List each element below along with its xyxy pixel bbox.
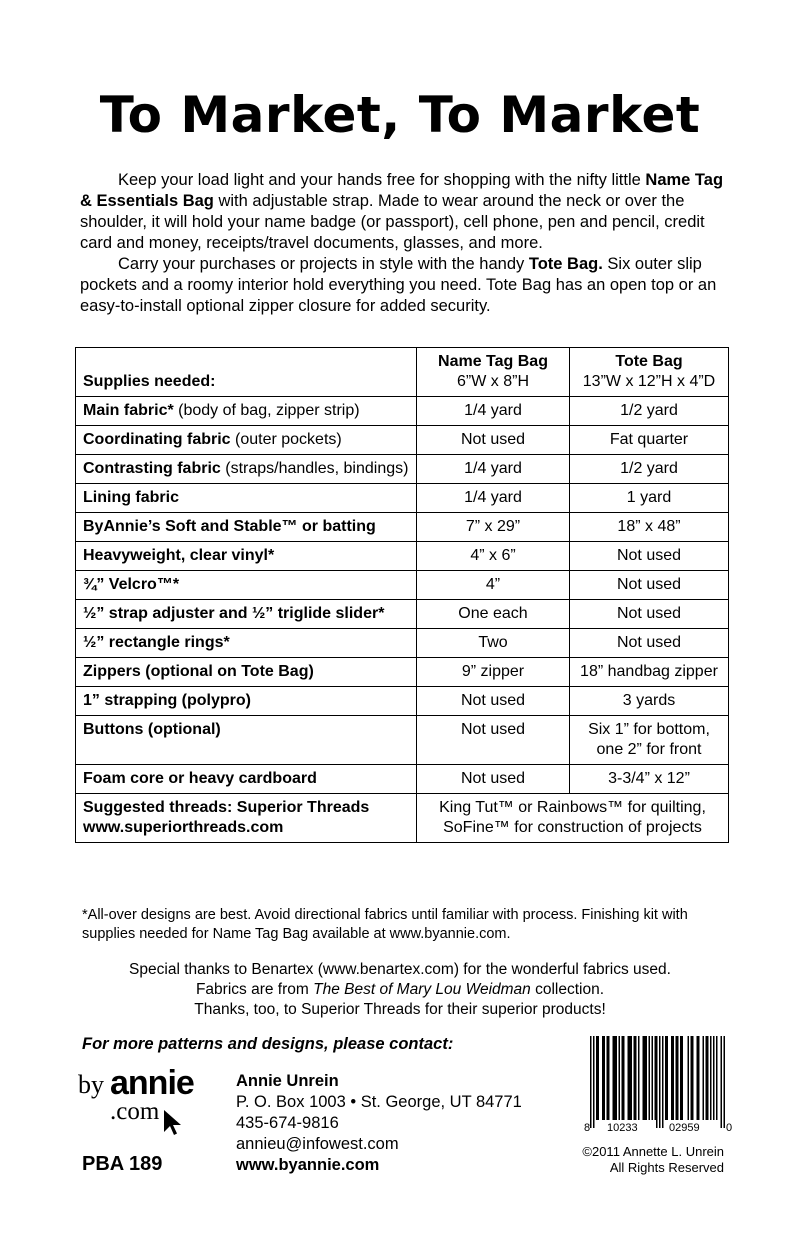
supply-item-name: ½” rectangle rings*: [83, 634, 230, 651]
intro-p2-text: Carry your purchases or projects in style with the handy: [118, 255, 529, 273]
supply-item-name: 1” strapping (polypro): [83, 692, 251, 709]
intro-p1-bold: Name Tag & Essentials Bag: [80, 171, 724, 210]
supplies-needed-label: Supplies needed:: [76, 348, 417, 397]
barcode-bar: [659, 1036, 661, 1128]
name-tag-bag-qty: Not used: [417, 687, 570, 716]
intro-paragraph-1: [80, 170, 730, 254]
barcode-bar: [631, 1036, 633, 1120]
thanks-line-2-b: collection.: [530, 981, 605, 998]
barcode-bar: [680, 1036, 682, 1120]
table-row: [76, 426, 729, 455]
name-tag-bag-qty: Not used: [417, 716, 570, 765]
name-tag-bag-qty: Not used: [417, 426, 570, 455]
contact-phone: 435-674-9816: [236, 1114, 339, 1132]
name-tag-bag-qty: 7” x 29”: [417, 513, 570, 542]
table-row: [76, 658, 729, 687]
tote-bag-qty: 3 yards: [570, 687, 729, 716]
thanks-line-2: [0, 980, 800, 1000]
supply-item-name: Zippers (optional on Tote Bag): [83, 663, 314, 680]
supply-item: [76, 397, 417, 426]
table-row: [76, 484, 729, 513]
supply-item-name: Heavyweight, clear vinyl*: [83, 547, 275, 564]
name-tag-bag-size: 6”W x 8”H: [457, 373, 529, 390]
barcode-bar: [655, 1036, 657, 1120]
thanks-line-2-a: Fabrics are from: [195, 981, 314, 998]
pattern-code: PBA 189: [82, 1153, 163, 1175]
tote-bag-qty-line-1: Six 1” for bottom,: [588, 721, 710, 738]
supply-item-name: Buttons (optional): [83, 721, 221, 738]
intro-p2-bold: Tote Bag.: [528, 255, 603, 273]
barcode-bar: [697, 1036, 699, 1120]
table-row: [76, 687, 729, 716]
supply-item-name: Foam core or heavy cardboard: [83, 770, 317, 787]
barcode-bar: [622, 1036, 624, 1120]
name-tag-bag-qty: 1/4 yard: [417, 455, 570, 484]
barcode-bar: [673, 1036, 675, 1120]
threads-row: [76, 794, 729, 843]
footnote: *All-over designs are best. Avoid directional fabrics until familiar with process. Finishing kit with supplies needed for Name Tag Bag available at www.byannie.com.: [82, 907, 688, 942]
tote-bag-qty: [570, 716, 729, 765]
barcode-bar: [635, 1036, 637, 1120]
barcode-bar: [721, 1036, 723, 1128]
barcode-numbers: [584, 1122, 732, 1136]
tote-bag-qty: 18” handbag zipper: [570, 658, 729, 687]
contact-address: [236, 1071, 522, 1176]
logo-com: .com: [110, 1098, 160, 1125]
thanks-line-2-italic: The Best of Mary Lou Weidman: [313, 981, 531, 998]
name-tag-bag-qty: Not used: [417, 765, 570, 794]
tote-bag-qty: Not used: [570, 542, 729, 571]
threads-value-line-1: King Tut™ or Rainbows™ for quilting,: [439, 799, 706, 816]
barcode-bar: [629, 1036, 631, 1120]
barcode-bar: [646, 1036, 648, 1120]
barcode-number-right: 0: [726, 1122, 733, 1134]
thanks-line-1: Special thanks to Benartex (www.benartex.com) for the wonderful fabrics used.: [129, 961, 671, 978]
name-tag-bag-qty: 4”: [417, 571, 570, 600]
barcode-bar: [710, 1036, 712, 1120]
table-row: [76, 600, 729, 629]
cursor-arrow-icon: [162, 1108, 186, 1138]
supply-item-name: ByAnnie’s Soft and Stable™ or batting: [83, 518, 376, 535]
copyright: [560, 1144, 724, 1176]
barcode-bar: [667, 1036, 669, 1120]
barcode-bar: [593, 1036, 595, 1128]
barcode-bar: [607, 1036, 609, 1120]
barcode-bar: [671, 1036, 673, 1120]
contact-email[interactable]: annieu@infowest.com: [236, 1135, 399, 1153]
contact-header: For more patterns and designs, please contact:: [82, 1035, 454, 1053]
table-row: [76, 716, 729, 765]
barcode-bar: [677, 1036, 679, 1120]
barcode-bar: [688, 1036, 690, 1120]
copyright-line-2: All Rights Reserved: [609, 1160, 724, 1175]
supply-item-name: Main fabric*: [83, 402, 174, 419]
intro-p2-text-2: Six outer slip pockets and a roomy interior hold everything you need. Tote Bag has an open top or an easy-to-install optional zipper closure for added security.: [80, 255, 717, 315]
intro-text: [80, 170, 730, 317]
name-tag-bag-qty: Two: [417, 629, 570, 658]
tote-bag-qty: Not used: [570, 600, 729, 629]
threads-label-line-1: Suggested threads: Superior Threads: [83, 799, 370, 816]
supply-item-note: (straps/handles, bindings): [220, 460, 409, 477]
logo-annie: annie: [110, 1064, 194, 1102]
copyright-line-1: ©2011 Annette L. Unrein: [582, 1144, 724, 1159]
barcode-bar: [644, 1036, 646, 1120]
tote-bag-size: 13”W x 12”H x 4”D: [582, 373, 716, 390]
supply-item: [76, 455, 417, 484]
name-tag-bag-qty: 4” x 6”: [417, 542, 570, 571]
tote-bag-qty: 3-3/4” x 12”: [570, 765, 729, 794]
barcode-bar: [623, 1036, 625, 1120]
supply-item: [76, 484, 417, 513]
barcode-bar: [613, 1036, 615, 1120]
supply-item: [76, 629, 417, 658]
table-row: [76, 571, 729, 600]
contact-street: P. O. Box 1003 • St. George, UT 84771: [236, 1093, 522, 1111]
barcode-bar: [691, 1036, 693, 1120]
barcode-bar: [676, 1036, 678, 1120]
name-tag-bag-title: Name Tag Bag: [438, 353, 548, 370]
contact-website[interactable]: www.byannie.com: [236, 1156, 380, 1174]
supply-item: [76, 658, 417, 687]
barcode-bar: [643, 1036, 645, 1120]
barcode-number-mid-1: 10233: [607, 1122, 638, 1134]
name-tag-bag-qty: 9” zipper: [417, 658, 570, 687]
barcode-number-left: 8: [584, 1122, 591, 1134]
supply-item: [76, 542, 417, 571]
intro-p1-text-2: with adjustable strap. Made to wear around the neck or over the shoulder, it will hold your name badge (or passport), cell phone, pen and pencil, credit card and money, receipts/travel documents, glasses, and more.: [80, 192, 705, 252]
tote-bag-title: Tote Bag: [615, 353, 683, 370]
barcode-bar: [590, 1036, 592, 1128]
threads-label: [76, 794, 417, 843]
barcode-bar: [652, 1036, 654, 1120]
barcode-bar: [616, 1036, 618, 1120]
barcode-bar: [724, 1036, 726, 1128]
supply-item-name: Coordinating fabric: [83, 431, 231, 448]
thanks-line-3: Thanks, too, to Superior Threads for their superior products!: [194, 1001, 606, 1018]
intro-p1-text: Keep your load light and your hands free for shopping with the nifty little: [118, 171, 646, 189]
supply-item: [76, 571, 417, 600]
threads-label-line-2: www.superiorthreads.com: [83, 819, 284, 836]
thanks-text: [0, 960, 800, 1020]
barcode-bar: [619, 1036, 621, 1120]
tote-bag-header: [570, 348, 729, 397]
tote-bag-qty: Not used: [570, 571, 729, 600]
barcode-bar: [634, 1036, 636, 1120]
supply-item: [76, 716, 417, 765]
barcode-bar: [692, 1036, 694, 1120]
name-tag-bag-qty: One each: [417, 600, 570, 629]
byannie-logo: [78, 1066, 208, 1146]
tote-bag-qty: Fat quarter: [570, 426, 729, 455]
tote-bag-qty: Not used: [570, 629, 729, 658]
barcode-bar: [602, 1036, 604, 1120]
table-row: [76, 513, 729, 542]
table-row: [76, 629, 729, 658]
barcode-bar: [662, 1036, 664, 1128]
name-tag-bag-header: [417, 348, 570, 397]
barcode-bar: [638, 1036, 640, 1120]
barcode-bar: [608, 1036, 610, 1120]
barcode-bar: [604, 1036, 606, 1120]
tote-bag-qty-line-2: one 2” for front: [596, 741, 702, 758]
supply-item: [76, 426, 417, 455]
barcode-bar: [682, 1036, 684, 1120]
tote-bag-qty: 1 yard: [570, 484, 729, 513]
barcode-bar: [656, 1036, 658, 1128]
barcode-bar: [628, 1036, 630, 1120]
supply-item-name: Contrasting fabric: [83, 460, 221, 477]
supply-item: [76, 513, 417, 542]
barcode-bar: [649, 1036, 651, 1120]
barcode-bar: [665, 1036, 667, 1120]
barcode-bar: [698, 1036, 700, 1120]
supplies-table: [75, 347, 729, 843]
barcode-number-mid-2: 02959: [669, 1122, 700, 1134]
supply-item-name: Lining fabric: [83, 489, 179, 506]
name-tag-bag-qty: 1/4 yard: [417, 484, 570, 513]
page-title: To Market, To Market: [99, 86, 701, 144]
contact-name: Annie Unrein: [236, 1072, 339, 1090]
tote-bag-qty: 18” x 48”: [570, 513, 729, 542]
table-row: [76, 542, 729, 571]
supply-item-name: ½” strap adjuster and ½” triglide slider*: [83, 605, 385, 622]
threads-value-line-2: SoFine™ for construction of projects: [443, 819, 702, 836]
intro-paragraph-2: [80, 254, 730, 317]
barcode-bar: [703, 1036, 705, 1120]
barcode-bar: [713, 1036, 715, 1120]
supply-item: [76, 687, 417, 716]
threads-value: [417, 794, 729, 843]
supply-item: [76, 765, 417, 794]
logo-by: by: [78, 1070, 104, 1099]
supply-item-note: (body of bag, zipper strip): [173, 402, 360, 419]
barcode-bar: [596, 1036, 598, 1120]
barcode-bar: [598, 1036, 600, 1120]
name-tag-bag-qty: 1/4 yard: [417, 397, 570, 426]
table-header-row: [76, 348, 729, 397]
supply-item-name: ¾” Velcro™*: [83, 576, 180, 593]
barcode-bar: [614, 1036, 616, 1120]
barcode-bar: [716, 1036, 718, 1120]
supply-item-note: (outer pockets): [230, 431, 342, 448]
table-row: [76, 397, 729, 426]
barcode-bar: [707, 1036, 709, 1120]
supply-item: [76, 600, 417, 629]
tote-bag-qty: 1/2 yard: [570, 397, 729, 426]
barcode-bar: [706, 1036, 708, 1120]
table-row: [76, 455, 729, 484]
tote-bag-qty: 1/2 yard: [570, 455, 729, 484]
table-row: [76, 765, 729, 794]
